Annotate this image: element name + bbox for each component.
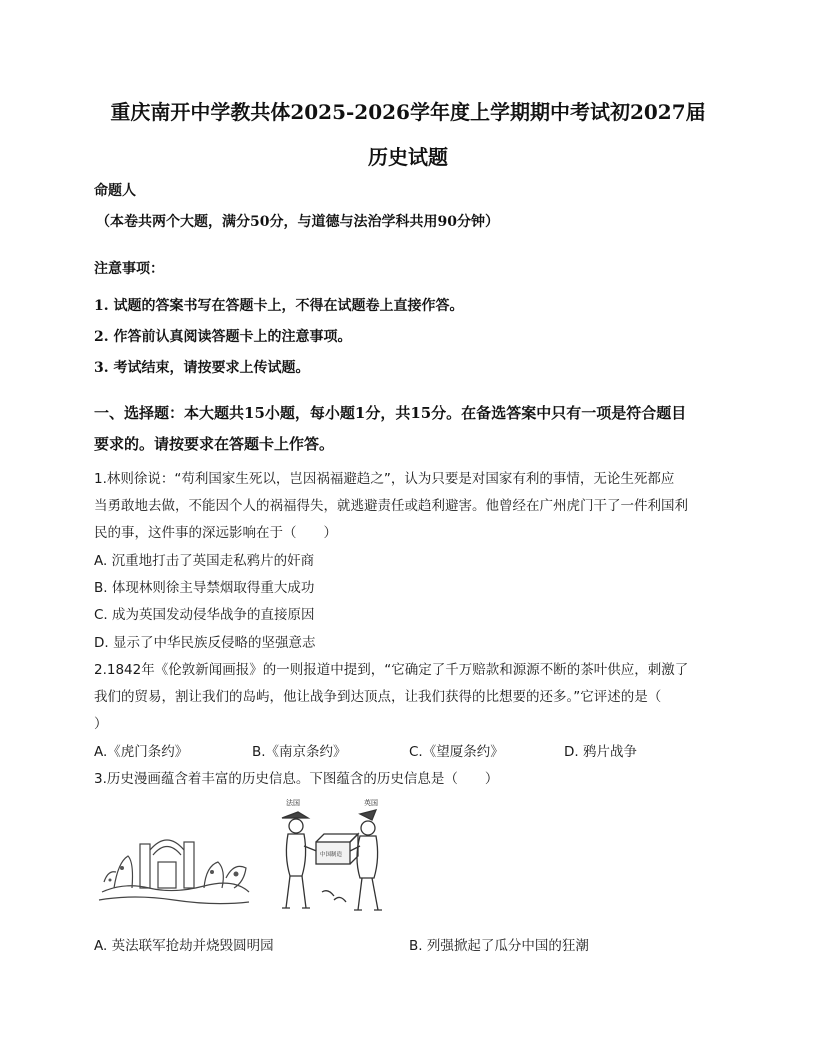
q3-text: 3.历史漫画蕴含着丰富的历史信息。下图蕴含的历史信息是（ ） — [94, 771, 499, 787]
cartoon-image — [268, 796, 398, 926]
notice-item-1: 1. 试题的答案书写在答题卡上，不得在试题卷上直接作答。 — [94, 298, 464, 314]
q3-option-b: B. 列强掀起了瓜分中国的狂潮 — [409, 938, 589, 954]
q1-text-line1: 1.林则徐说：“苟利国家生死以，岂因祸福避趋之”，认为只要是对国家有利的事情，无论生死都应 — [94, 471, 675, 487]
author-label: 命题人 — [94, 183, 136, 199]
q1-text-line2: 当勇敢地去做，不能因个人的祸福得失，就逃避责任或趋利避害。他曾经在广州虎门干了一件利国利 — [94, 498, 688, 514]
ruins-sketch-image — [94, 822, 254, 912]
exam-title-line1: 重庆南开中学教共体2025-2026学年度上学期期中考试初2027届 — [110, 100, 706, 124]
q2-text-line1: 2.1842年《伦敦新闻画报》的一则报道中提到，“它确定了千万赔款和源源不断的茶叶供应，刺激了 — [94, 662, 689, 678]
cartoon-label-right: 英国 — [364, 799, 378, 807]
notice-heading: 注意事项： — [94, 261, 164, 277]
exam-note: （本卷共两个大题，满分50分，与道德与法治学科共用90分钟） — [96, 214, 499, 230]
section1-heading: 一、选择题：本大题共15小题，每小题1分，共15分。在备选答案中只有一项是符合题目 — [94, 404, 687, 422]
cartoon-box-label: 中国制造 — [320, 852, 343, 858]
q2-option-d: D. 鸦片战争 — [564, 744, 637, 760]
q1-option-a: A. 沉重地打击了英国走私鸦片的奸商 — [94, 553, 315, 569]
q2-option-c: C.《望厦条约》 — [409, 744, 504, 760]
cartoon-label-left: 法国 — [286, 799, 300, 807]
exam-title-line2: 历史试题 — [368, 145, 448, 169]
section1-heading-cont: 要求的。请按要求在答题卡上作答。 — [94, 435, 335, 453]
q1-option-b: B. 体现林则徐主导禁烟取得重大成功 — [94, 580, 315, 596]
q1-option-c: C. 成为英国发动侵华战争的直接原因 — [94, 607, 315, 623]
q2-option-b: B.《南京条约》 — [252, 744, 347, 760]
q2-text-line2: 我们的贸易，割让我们的岛屿，他让战争到达顶点，让我们获得的比想要的还多。”它评述的是（ — [94, 689, 662, 705]
notice-item-2: 2. 作答前认真阅读答题卡上的注意事项。 — [94, 329, 352, 345]
notice-item-3: 3. 考试结束，请按要求上传试题。 — [94, 360, 310, 376]
q2-option-a: A.《虎门条约》 — [94, 744, 189, 760]
q2-text-line3: ） — [94, 716, 108, 732]
q1-text-line3: 民的事，这件事的深远影响在于（ ） — [94, 525, 337, 541]
q1-option-d: D. 显示了中华民族反侵略的坚强意志 — [94, 635, 316, 651]
q3-option-a: A. 英法联军抢劫并烧毁圆明园 — [94, 938, 274, 954]
